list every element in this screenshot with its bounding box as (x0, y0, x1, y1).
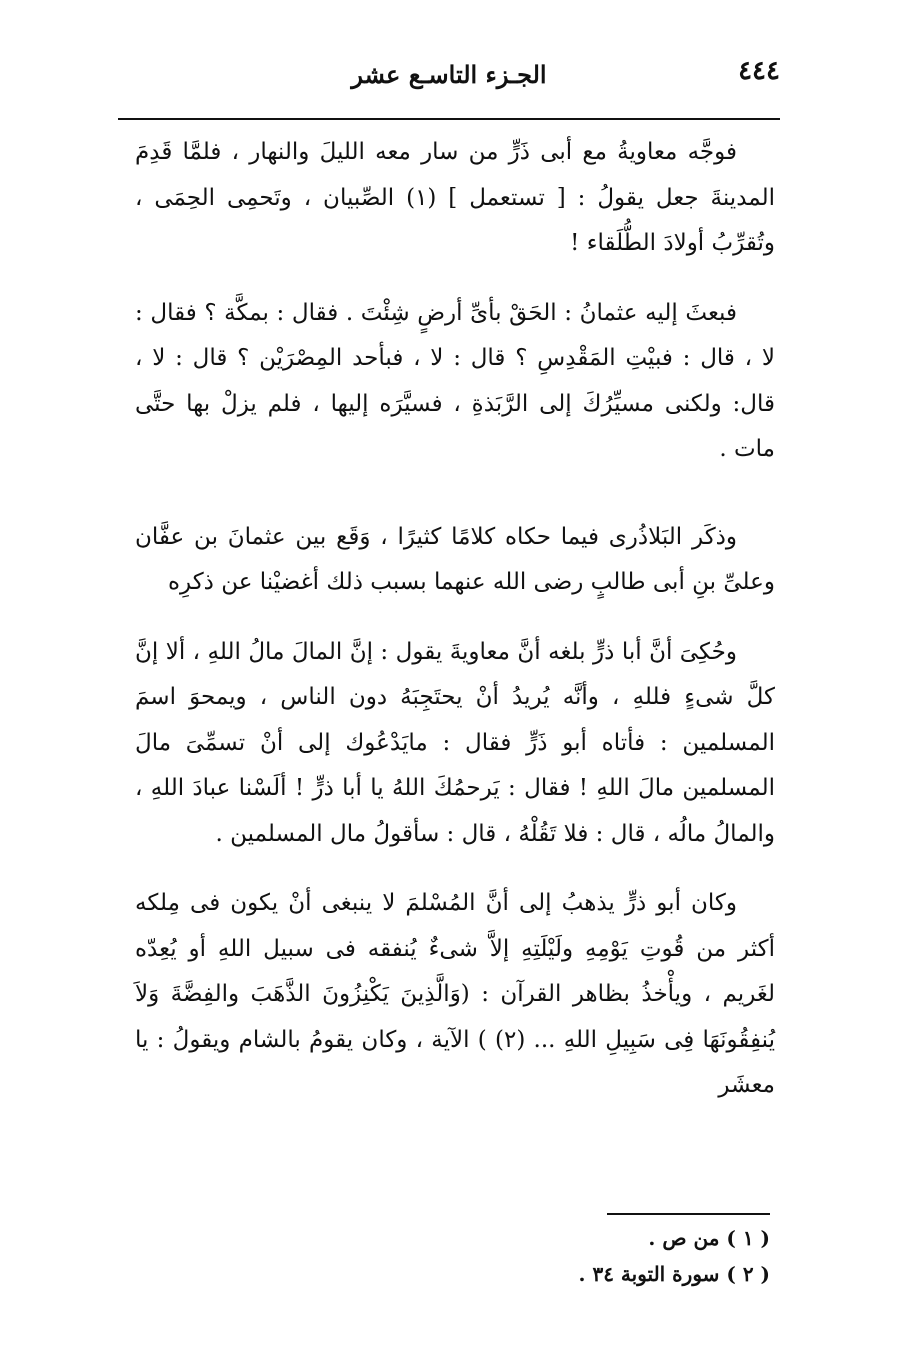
header-rule (118, 118, 780, 120)
page-number: ٤٤٤ (738, 56, 780, 86)
paragraph: وكان أبو ذرٍّ يذهبُ إلى أنَّ المُسْلمَ لا ينبغى أنْ يكون فى مِلكه أكثر من قُوتِ يَوْمِهِ ولَيْلَتِهِ إلاَّ شىءٌ يُنفقه فى سبيل اللهِ أو يُعِدّه لغَريم ، ويأْخذُ بظاهر القرآن : (وَالَّذِينَ يَكْنِزُونَ الذَّهَبَ والفِضَّةَ وَلاَ يُنفِقُونَهَا فِى سَبِيلِ اللهِ ... (٢) ) الآية ، وكان يقومُ بالشام ويقولُ : يا معشَر (135, 890, 775, 1098)
running-title: الجـزء التاسـع عشر (351, 60, 547, 89)
footnote: ( ٢ ) سورة التوبة ٣٤ . (578, 1262, 770, 1286)
footnotes (400, 1220, 770, 1292)
page-header (118, 54, 780, 104)
footnote-rule (607, 1213, 770, 1215)
paragraph: وذكَر البَلاذُرى فيما حكاه كلامًا كثيرًا ، وَقَع بين عثمانَ بن عفَّان وعلىِّ بنِ أبى طالبٍ رضى الله عنهما بسبب ذلك أغضيْنا عن ذكرِه (135, 523, 775, 595)
paragraph: فبعثَ إليه عثمانُ : الحَقْ بأىِّ أرضٍ شِئْتَ . فقال : بمكَّة ؟ فقال : لا ، قال : فبيْتِ المَقْدِسِ ؟ قال : لا ، فبأحد المِصْرَيْن ؟ قال : لا ، قال: ولكنى مسيِّرُكَ إلى الرَّبَذةِ ، فسيَّرَه إليها ، فلم يزلْ بها حتَّى مات . (135, 299, 775, 462)
body-text (135, 130, 775, 1109)
paragraph: وحُكِىَ أنَّ أبا ذرٍّ بلغه أنَّ معاويةَ يقول : إنَّ المالَ مالُ اللهِ ، ألا إنَّ كلَّ شىءٍ فللهِ ، وأنَّه يُريدُ أنْ يحتَجِبَهُ دون الناس ، ويمحوَ اسمَ المسلمين : فأتاه أبو ذَرٍّ فقال : مايَدْعُوك إلى أنْ تسمِّىَ مالَ المسلمين مالَ اللهِ ! فقال : يَرحمُكَ اللهُ يا أبا ذرٍّ ! ألَسْنا عبادَ اللهِ ، والمالُ مالُه ، قال : فلا تَقُلْهُ ، قال : سأقولُ مال المسلمين . (135, 638, 775, 847)
paragraph: فوجَّه معاويةُ مع أبى ذَرٍّ من سار معه الليلَ والنهار ، فلمَّا قَدِمَ المدينةَ جعل يقولُ : [ تستعمل ] (١) الصِّبيان ، وتَحمِى الحِمَى ، وتُقرِّبُ أولادَ الطُّلَقاء ! (135, 139, 775, 256)
footnote: ( ١ ) من ص . (648, 1226, 770, 1250)
